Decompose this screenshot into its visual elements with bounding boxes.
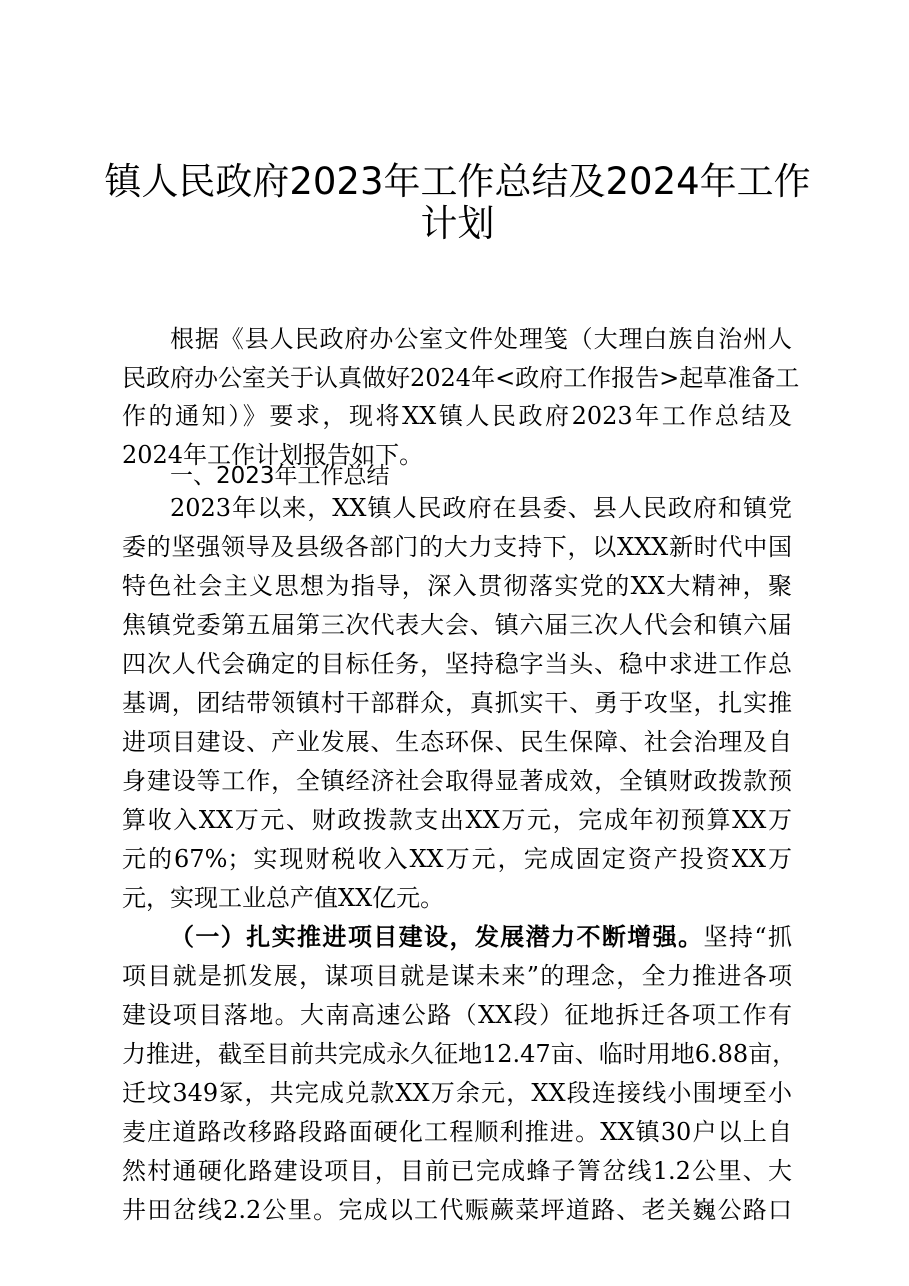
section-1-line-6: 基调，团结带领镇村干部群众，真抓实干、勇于攻坚，扎实推	[122, 689, 792, 717]
intro-line-1: 根据《县人民政府办公室文件处理笺（大理白族自治州人	[170, 325, 792, 353]
intro-line-4: 2024年工作计划报告如下。	[122, 441, 424, 469]
subsection-1-line-4: 力推进，截至目前共完成永久征地12.47亩、临时用地6.88亩，	[122, 1040, 797, 1068]
subsection-1-line-6: 麦庄道路改移路段路面硬化工程顺利推进。XX镇30户以上自	[122, 1118, 792, 1146]
section-1-heading: 一、2023年工作总结	[170, 463, 390, 489]
intro-line-3: 作的通知）》要求，现将XX镇人民政府2023年工作总结及	[122, 402, 792, 430]
subsection-1-line-2: 项目就是抓发展，谋项目就是谋未来”的理念，全力推进各项	[122, 962, 792, 990]
section-1-line-9: 算收入XX万元、财政拨款支出XX万元，完成年初预算XX万	[122, 806, 792, 834]
section-1-line-2: 委的坚强领导及县级各部门的大力支持下，以XXX新时代中国	[122, 533, 792, 561]
section-1-line-8: 身建设等工作，全镇经济社会取得显著成效，全镇财政拨款预	[122, 767, 792, 795]
subsection-1-line-1	[170, 921, 792, 953]
section-1-line-7: 进项目建设、产业发展、生态环保、民生保障、社会治理及自	[122, 728, 792, 756]
section-1-line-4: 焦镇党委第五届第三次代表大会、镇六届三次人代会和镇六届	[122, 611, 792, 639]
intro-line-2: 民政府办公室关于认真做好2024年<政府工作报告>起草准备工	[122, 364, 800, 392]
document-title-line-2: 计划	[420, 202, 495, 245]
document-title-line-1: 镇人民政府2023年工作总结及2024年工作	[104, 160, 811, 203]
subsection-1-bold-lead: （一）扎实推进项目建设，发展潜力不断增强。	[170, 922, 704, 951]
section-1-line-11: 元，实现工业总产值XX亿元。	[122, 884, 445, 912]
subsection-1-line-5: 迁坟349冢，共完成兑款XX万余元，XX段连接线小围埂至小	[122, 1079, 792, 1107]
section-1-line-3: 特色社会主义思想为指导，深入贯彻落实党的XX大精神，聚	[122, 572, 792, 600]
subsection-1-line-3: 建设项目落地。大南高速公路（XX段）征地拆迁各项工作有	[122, 1001, 792, 1029]
subsection-1-lead-rest: 坚持“抓	[703, 923, 792, 951]
subsection-1-line-7: 然村通硬化路建设项目，目前已完成蜂子箐岔线1.2公里、大	[122, 1157, 792, 1185]
section-1-line-1: 2023年以来，XX镇人民政府在县委、县人民政府和镇党	[170, 494, 792, 522]
section-1-line-10: 元的67%；实现财税收入XX万元，完成固定资产投资XX万	[122, 845, 792, 873]
subsection-1-line-8: 井田岔线2.2公里。完成以工代赈蕨菜坪道路、老关巍公路口	[122, 1196, 792, 1224]
section-1-line-5: 四次人代会确定的目标任务，坚持稳字当头、稳中求进工作总	[122, 650, 792, 678]
